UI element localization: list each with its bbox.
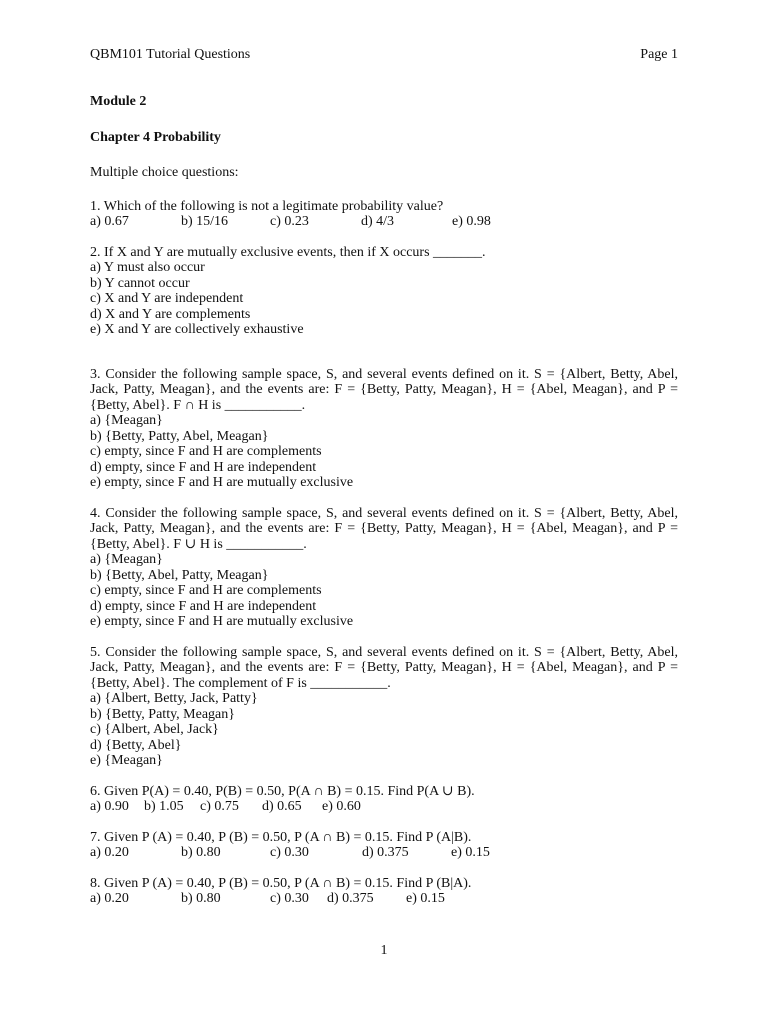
page-label: Page 1	[640, 47, 678, 62]
option-b: b) {Betty, Abel, Patty, Meagan}	[90, 567, 269, 583]
option-e: e) empty, since F and H are mutually exclusive	[90, 614, 354, 629]
module-title: Module 2	[90, 94, 147, 109]
option-c: c) {Albert, Abel, Jack}	[90, 722, 219, 737]
question-7	[90, 830, 678, 861]
option-b: b) 15/16	[181, 214, 229, 229]
option-c: c) empty, since F and H are complements	[90, 444, 322, 459]
option-b: b) {Betty, Patty, Abel, Meagan}	[90, 428, 269, 444]
question-3	[90, 367, 678, 491]
question-1	[90, 199, 678, 230]
option-b: b) {Betty, Patty, Meagan}	[90, 706, 235, 722]
option-a: a) Y must also occur	[90, 260, 205, 275]
options-row	[90, 845, 678, 861]
option-e: e) 0.15	[451, 845, 490, 860]
option-c: c) empty, since F and H are complements	[90, 583, 322, 598]
option-d: d) 0.65	[262, 799, 302, 814]
option-b: b) 0.80	[181, 845, 221, 860]
option-a: a) 0.20	[90, 845, 129, 860]
options-row	[90, 214, 678, 230]
option-d: d) 0.375	[362, 845, 409, 860]
question-6	[90, 784, 678, 815]
option-d: d) empty, since F and H are independent	[90, 598, 317, 614]
option-c: c) X and Y are independent	[90, 291, 244, 306]
option-e: e) 0.98	[452, 214, 491, 229]
option-e: e) {Meagan}	[90, 753, 163, 768]
option-a: a) {Albert, Betty, Jack, Patty}	[90, 691, 258, 706]
question-stem: 2. If X and Y are mutually exclusive events, then if X occurs _______.	[90, 244, 486, 260]
question-stem: 8. Given P (A) = 0.40, P (B) = 0.50, P (A ∩ B) = 0.15. Find P (B|A).	[90, 875, 472, 891]
document-page	[90, 47, 678, 922]
question-5	[90, 645, 678, 769]
question-2	[90, 245, 678, 338]
option-d: d) 4/3	[361, 214, 395, 229]
option-a: a) {Meagan}	[90, 413, 163, 428]
option-e: e) empty, since F and H are mutually exclusive	[90, 475, 354, 490]
option-e: e) 0.15	[406, 891, 445, 906]
question-8	[90, 876, 678, 907]
question-4	[90, 506, 678, 630]
option-c: c) 0.30	[270, 891, 309, 906]
option-a: a) 0.67	[90, 214, 129, 229]
question-stem: 4. Consider the following sample space, S, and several events defined on it. S = {Albert, Betty, Abel, Jack, Patty, Meagan}, and the events are: F = {Betty, Patty, Meagan}, H = {Abel, Meagan}, and P = {Betty, Abel}. F ∪ H is ___________.	[90, 505, 678, 552]
option-d: d) 0.375	[327, 891, 374, 906]
option-b: b) Y cannot occur	[90, 275, 190, 291]
question-stem: 1. Which of the following is not a legitimate probability value?	[90, 198, 444, 214]
option-c: c) 0.23	[270, 214, 309, 229]
option-e: e) X and Y are collectively exhaustive	[90, 322, 304, 337]
page-header	[90, 47, 678, 63]
option-d: d) X and Y are complements	[90, 306, 251, 322]
option-a: a) {Meagan}	[90, 552, 163, 567]
question-stem: 5. Consider the following sample space, S, and several events defined on it. S = {Albert, Betty, Abel, Jack, Patty, Meagan}, and the events are: F = {Betty, Patty, Meagan}, H = {Abel, Meagan}, and P = {Betty, Abel}. The complement of F is ___________.	[90, 644, 678, 691]
option-b: b) 0.80	[181, 891, 221, 906]
option-a: a) 0.20	[90, 891, 129, 906]
options-row	[90, 799, 678, 815]
option-c: c) 0.75	[200, 799, 239, 814]
course-title: QBM101 Tutorial Questions	[90, 47, 251, 62]
question-stem: 3. Consider the following sample space, S, and several events defined on it. S = {Albert, Betty, Abel, Jack, Patty, Meagan}, and the events are: F = {Betty, Patty, Meagan}, H = {Abel, Meagan}, and P = {Betty, Abel}. F ∩ H is ___________.	[90, 366, 678, 413]
option-a: a) 0.90	[90, 799, 129, 814]
option-b: b) 1.05	[144, 799, 184, 814]
footer-page-number: 1	[380, 943, 388, 958]
option-d: d) {Betty, Abel}	[90, 737, 182, 753]
options-row	[90, 891, 678, 907]
chapter-title: Chapter 4 Probability	[90, 129, 221, 145]
section-heading: Multiple choice questions:	[90, 165, 239, 180]
question-stem: 7. Given P (A) = 0.40, P (B) = 0.50, P (A ∩ B) = 0.15. Find P (A|B).	[90, 829, 472, 845]
option-c: c) 0.30	[270, 845, 309, 860]
question-stem: 6. Given P(A) = 0.40, P(B) = 0.50, P(A ∩ B) = 0.15. Find P(A ∪ B).	[90, 783, 475, 799]
option-e: e) 0.60	[322, 799, 361, 814]
option-d: d) empty, since F and H are independent	[90, 459, 317, 475]
